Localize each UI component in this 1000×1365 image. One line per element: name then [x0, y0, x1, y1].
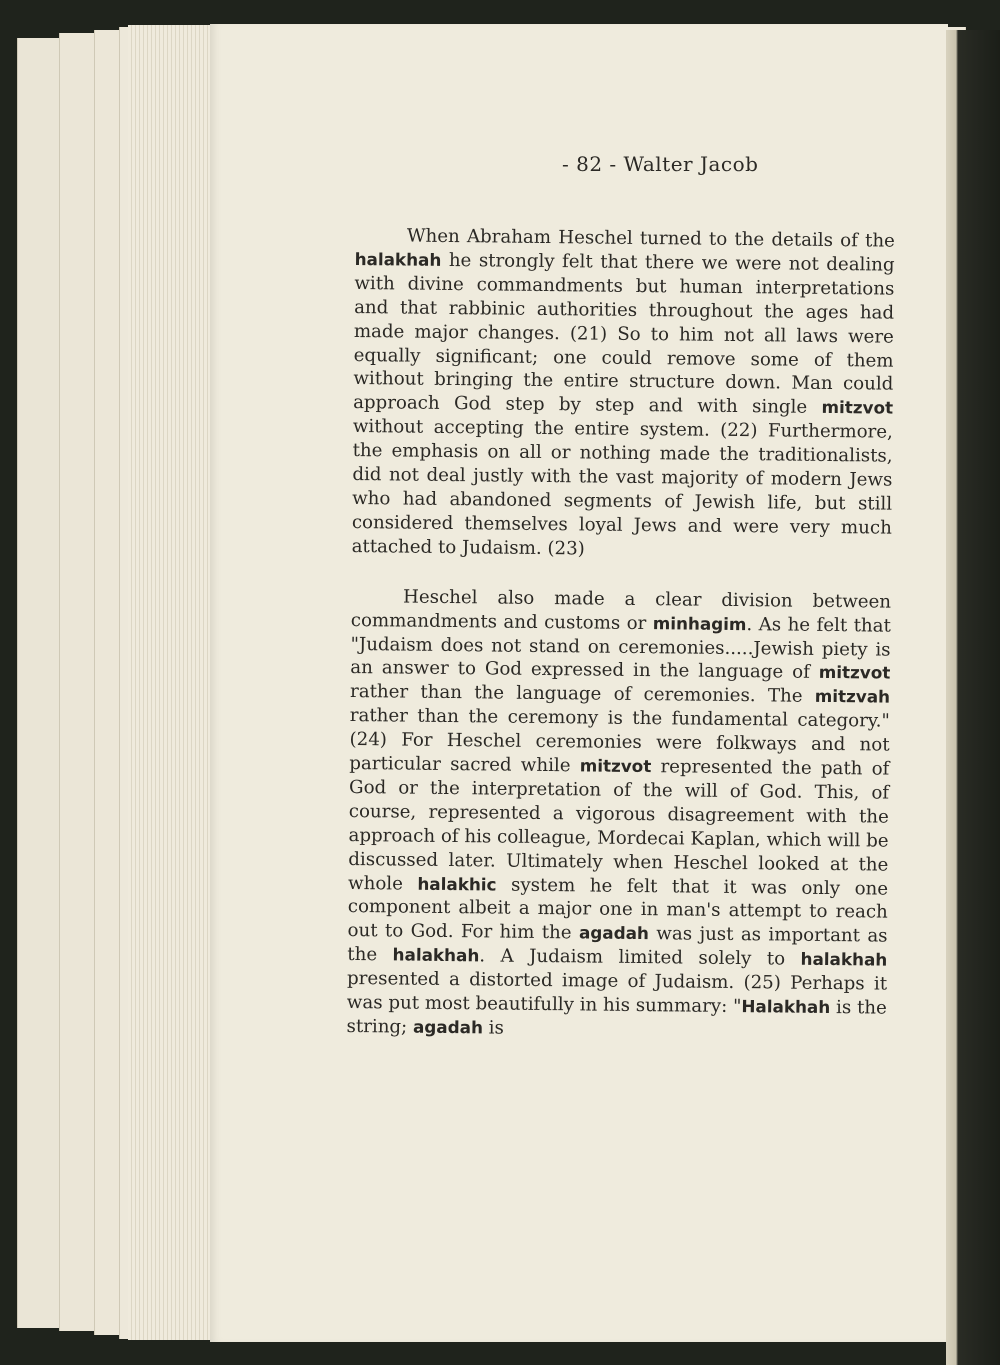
running-header: [562, 152, 758, 176]
hebrew-term: halakhah: [392, 944, 480, 966]
paragraph: [346, 585, 891, 1045]
text-run: was just as important as the: [347, 923, 888, 966]
hebrew-term: halakhic: [417, 873, 497, 895]
text-run: without accepting the entire system. (22) Furthermore, the emphasis on all or nothing made the traditionalists, did not deal justly with the vast majority of modern Jews who had abandoned segments of Jewish life, but still considered themselves loyal Jews and were very much attached to Judaism. (23): [351, 416, 893, 560]
text-run: When Abraham Heschel turned to the details of the: [406, 225, 895, 252]
body-text: [346, 224, 895, 1045]
hebrew-term: agadah: [578, 922, 650, 944]
hebrew-term: Halakhah: [741, 996, 831, 1018]
text-run: . As he felt that "Judaism does not stand on ceremonies.....Jewish piety is an answer to God expressed in the language of: [350, 613, 891, 684]
text-run: rather than the language of ceremonies. The: [349, 681, 815, 708]
text-run: represented the path of God or the interpretation of the will of God. This, of course, represented a vigorous disagreement with the approach of his colleague, Mordecai Kaplan, which will be discussed later. Ultimately when Heschel looked at the whole: [347, 756, 890, 895]
hebrew-term: mitzvah: [814, 686, 891, 707]
hebrew-term: halakhah: [354, 248, 442, 270]
page-edges: [128, 25, 218, 1340]
hebrew-term: agadah: [412, 1016, 484, 1038]
paragraph: [351, 224, 894, 564]
hebrew-term: halakhah: [800, 948, 888, 970]
hebrew-term: mitzvot: [579, 755, 652, 777]
text-run: is the string;: [346, 997, 887, 1038]
text-run: system he felt that it was only one component albeit a major one in man's attempt to reach out to God. For him the: [347, 874, 889, 944]
hebrew-term: minhagim: [652, 612, 747, 634]
hebrew-term: mitzvot: [821, 397, 894, 418]
page-number: - 82 -: [562, 152, 617, 176]
text-run: he strongly felt that there we were not dealing with divine commandments but human interpretations and that rabbinic authorities throughout the ages had made major changes. (21) So to him not all laws were equally significant; one could remove some of them without bringing the entire structure down. Man could approach God step by step and with single: [353, 249, 895, 419]
text-run: presented a distorted image of Judaism. (25) Perhaps it was put most beautifully in his summary: ": [346, 968, 888, 1018]
text-run: rather than the ceremony is the fundamental category." (24) For Heschel ceremonies were folkways and not particular sacred while: [349, 705, 890, 777]
hebrew-term: mitzvot: [818, 662, 891, 684]
text-run: is: [482, 1017, 505, 1039]
text-run: . A Judaism limited solely to: [479, 945, 801, 970]
header-author: Walter Jacob: [623, 152, 759, 176]
text-run: Heschel also made a clear division between commandments and customs or: [350, 586, 892, 634]
facing-page-edge: [946, 30, 1000, 1365]
